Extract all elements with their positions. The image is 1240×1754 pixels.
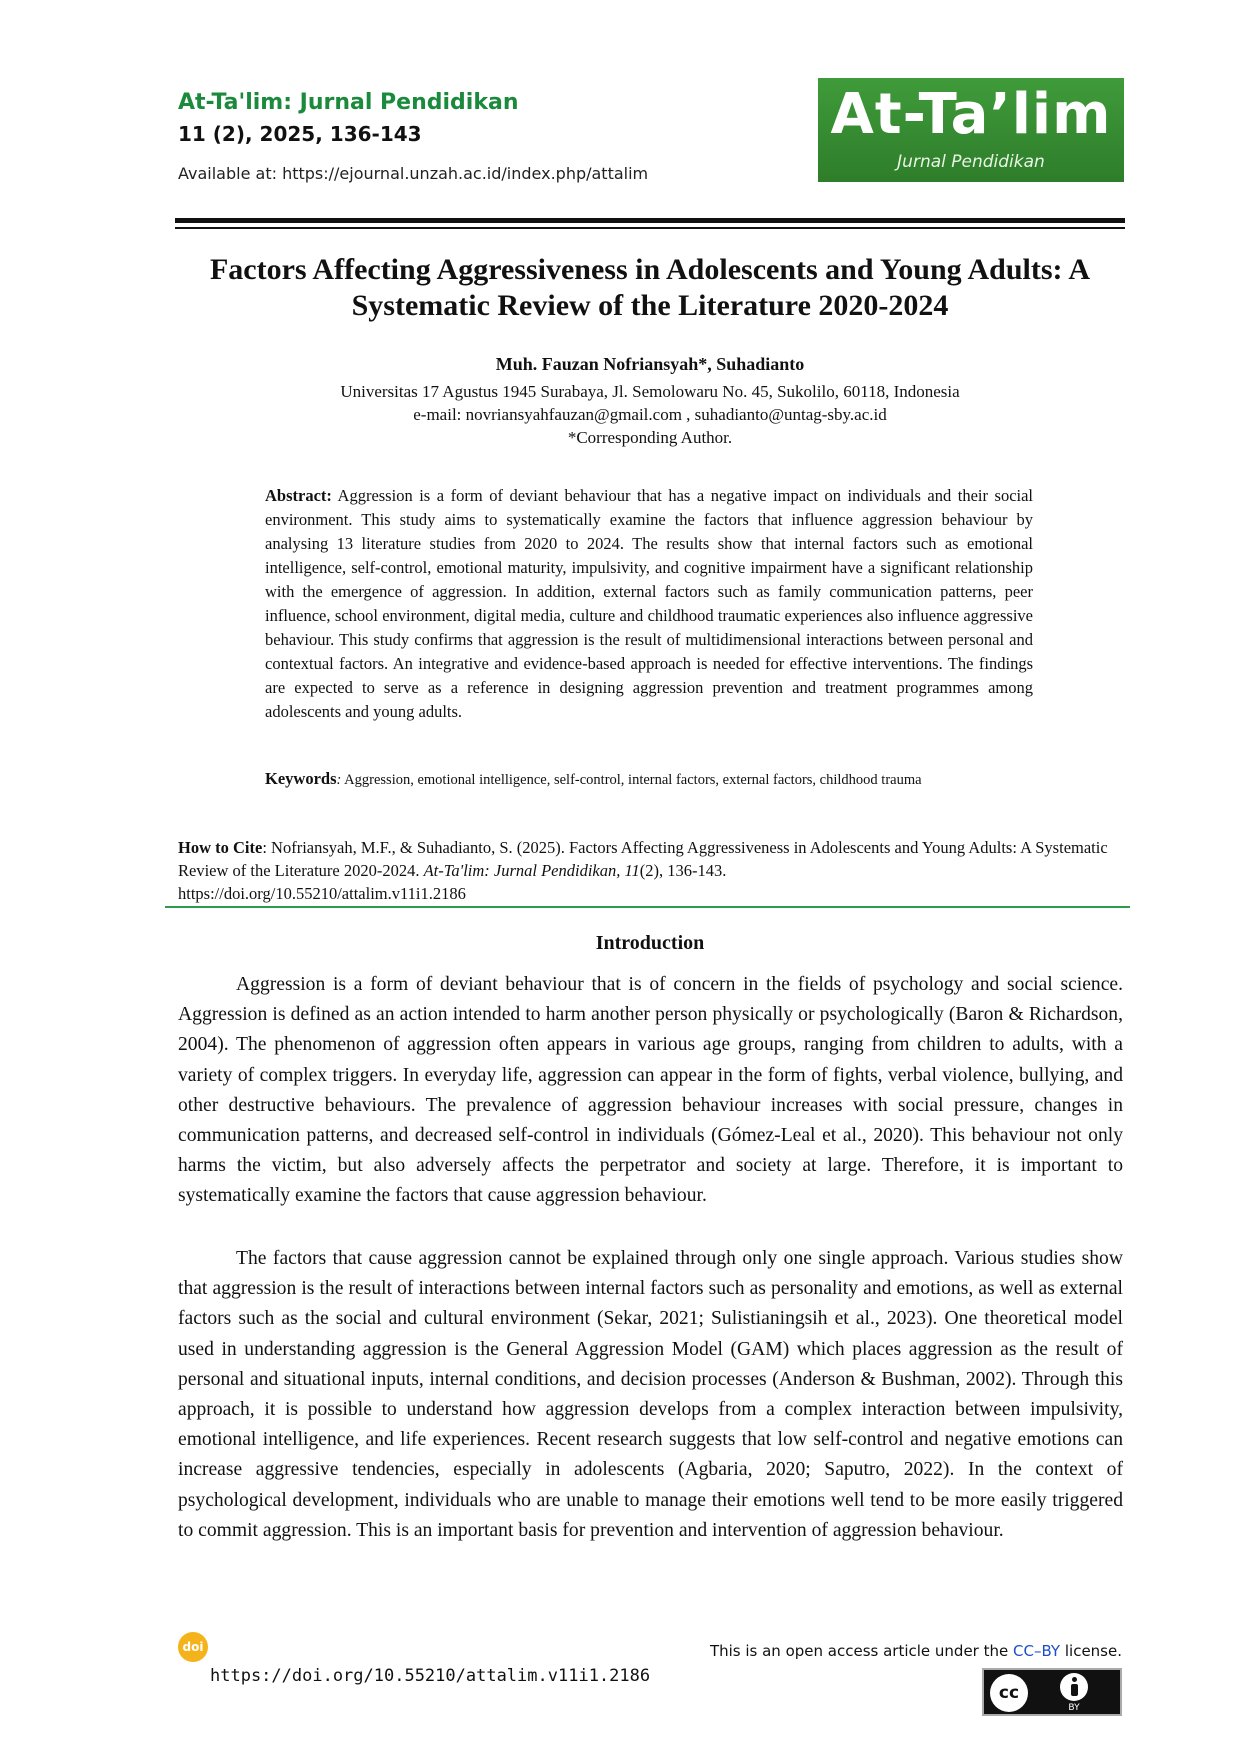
intro-paragraph: The factors that cause aggression cannot be explained through only one single approach. Various studies show that aggression is the result of interactions between internal factors such as personality and emotions, as well as external factors such as the social and cultural environment (Sekar, 2021; Sulistianingsih et al., 2023). One theoretical model used in understanding aggression is the General Aggression Model (GAM) which places aggression as the result of personal and situational inputs, internal conditions, and decision processes (Anderson & Bushman, 2002). Through this approach, it is possible to understand how aggression develops from a complex interaction between impulsivity, emotional intelligence, and life experiences. Recent research suggests that low self-control and negative emotions can increase aggressive tendencies, especially in adolescents (Agbaria, 2020; Saputro, 2022). In the context of psychological development, individuals who are unable to manage their emotions well tend to be more easily triggered to commit aggression. This is an important basis for prevention and intervention of aggression behaviour. (178, 1248, 1123, 1541)
cite-doi-link[interactable]: https://doi.org/10.55210/attalim.v11i1.2186 (178, 884, 466, 903)
open-access-suffix: license. (1060, 1642, 1122, 1660)
corresponding-author: *Corresponding Author. (567, 428, 733, 447)
cite-journal: At-Ta'lim: Jurnal Pendidikan, 11 (423, 861, 640, 880)
journal-volume: 11 (2), 2025, 136-143 (178, 122, 422, 146)
intro-paragraph: Aggression is a form of deviant behaviour that is of concern in the fields of psychology and social science. Aggression is defined as an action intended to harm another person physically or psychologically (Baron & Richardson, 2004). The phenomenon of aggression often appears in various age groups, ranging from children to adults, with a variety of complex triggers. In everyday life, aggression can appear in the form of fights, verbal violence, bullying, and other destructive behaviours. The prevalence of aggression behaviour increases with social pressure, changes in communication patterns, and decreased self-control in individuals (Gómez-Leal et al., 2020). This behaviour not only harms the victim, but also adversely affects the perpetrator and society at large. Therefore, it is important to systematically examine the factors that cause aggression behaviour. (178, 974, 1123, 1207)
keywords (265, 768, 1033, 791)
footer-doi-link[interactable]: https://doi.org/10.55210/attalim.v11i1.2186 (210, 1666, 651, 1686)
affiliation: Universitas 17 Agustus 1945 Surabaya, Jl. Semolowaru No. 45, Sukolilo, 60118, Indonesia (340, 382, 960, 401)
header-divider-thick (175, 218, 1125, 223)
author-emails: e-mail: novriansyahfauzan@gmail.com , suhadianto@untag-sby.ac.id (413, 405, 887, 424)
keywords-colon: : (336, 772, 342, 788)
cite-label: How to Cite (178, 838, 263, 857)
how-to-cite (178, 836, 1123, 905)
open-access-text: This is an open access article under the (709, 1642, 1013, 1660)
article-authors: Muh. Fauzan Nofriansyah*, Suhadianto (495, 354, 805, 374)
cite-text: : Nofriansyah, M.F., & Suhadianto, S. (2025). Factors Affecting Aggressiveness in Adolescents and Young Adults: A Systematic Review of the Literature 2020-2024. (178, 838, 1108, 880)
cite-pages: (2), 136-143. (639, 861, 727, 880)
keywords-label: Keywords (265, 769, 337, 788)
journal-logo (818, 78, 1124, 182)
logo-title: At-Ta’lim (830, 82, 1112, 147)
logo-subtitle: Jurnal Pendidikan (897, 152, 1045, 172)
cc-icon: cc (990, 1674, 1028, 1712)
attribution-icon-head (1072, 1677, 1077, 1682)
cite-divider (165, 906, 1130, 908)
header-divider-thin (175, 227, 1125, 229)
doi-icon: doi (178, 1632, 208, 1662)
journal-url[interactable]: Available at: https://ejournal.unzah.ac.id/index.php/attalim (178, 164, 649, 183)
introduction-heading: Introduction (595, 932, 705, 954)
by-label: BY (1068, 1703, 1080, 1713)
journal-name: At-Ta'lim: Jurnal Pendidikan (178, 90, 519, 115)
license-link[interactable]: CC–BY (1013, 1642, 1061, 1660)
keywords-list: Aggression, emotional intelligence, self-control, internal factors, external factors, childhood trauma (344, 772, 922, 788)
article-title: Factors Affecting Aggressiveness in Adolescents and Young Adults: A Systematic Review of the Literature 2020-2024 (209, 253, 1091, 322)
abstract-label: Abstract: (265, 486, 332, 505)
open-access-notice (630, 1642, 1122, 1660)
attribution-icon-body (1071, 1684, 1078, 1696)
cc-by-license-badge[interactable] (982, 1668, 1122, 1716)
abstract (265, 484, 1033, 724)
abstract-text: Aggression is a form of deviant behaviour that has a negative impact on individuals and their social environment. This study aims to systematically examine the factors that influence aggression behaviour by analysing 13 literature studies from 2020 to 2024. The results show that internal factors such as emotional intelligence, self-control, emotional maturity, impulsivity, and cognitive impairment have a significant relationship with the emergence of aggression. In addition, external factors such as family communication patterns, peer influence, school environment, digital media, culture and childhood traumatic experiences also influence aggressive behaviour. This study confirms that aggression is the result of multidimensional interactions between personal and contextual factors. An integrative and evidence-based approach is needed for effective interventions. The findings are expected to serve as a reference in designing aggression prevention and treatment programmes among adolescents and young adults. (265, 486, 1034, 721)
